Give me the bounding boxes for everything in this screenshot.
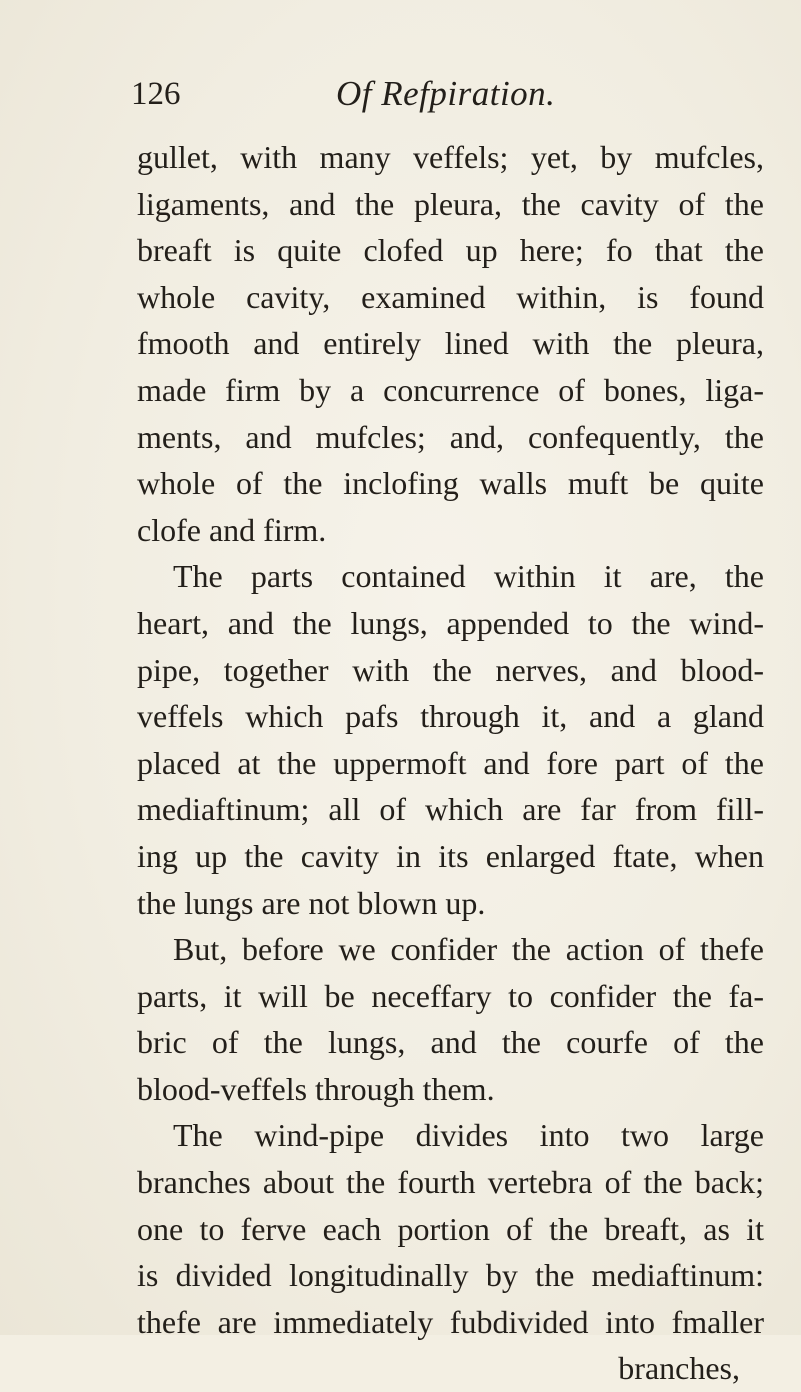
text-line: branches about the fourth vertebra of the back; <box>137 1164 764 1201</box>
text-line: made firm by a concurrence of bones, liga- <box>137 371 764 408</box>
text-line: whole of the inclofing walls muft be quite <box>137 465 764 502</box>
text-line: gullet, with many veffels; yet, by mufcles, <box>137 139 764 175</box>
text-line: The wind-pipe divides into two large <box>173 1117 764 1154</box>
text-line: parts, it will be neceffary to confider the fa- <box>137 977 764 1014</box>
text-line: ments, and mufcles; and, confequently, the <box>137 418 764 455</box>
text-line: pipe, together with the nerves, and blood- <box>137 651 764 688</box>
text-line: bric of the lungs, and the courfe of the <box>137 1024 764 1061</box>
body-text <box>137 134 764 1392</box>
text-line: ligaments, and the pleura, the cavity of the <box>137 185 764 222</box>
text-line: blood-veffels through them. <box>137 1070 495 1107</box>
text-line: mediaftinum; all of which are far from fill- <box>137 791 764 828</box>
text-line: is divided longitudinally by the mediaftinum: <box>137 1257 764 1294</box>
text-line: The parts contained within it are, the <box>173 558 764 595</box>
page-number: 126 <box>131 76 181 112</box>
text-line: veffels which pafs through it, and a gland <box>137 698 764 735</box>
text-line: one to ferve each portion of the breaft, as it <box>137 1210 764 1247</box>
text-line: heart, and the lungs, appended to the wind- <box>137 604 764 641</box>
text-line: fmooth and entirely lined with the pleura, <box>137 325 764 362</box>
text-line: breaft is quite clofed up here; fo that the <box>137 232 764 269</box>
text-line: whole cavity, examined within, is found <box>137 278 764 315</box>
catchword: branches, <box>618 1350 740 1387</box>
text-line: But, before we confider the action of thefe <box>173 931 764 968</box>
text-line: placed at the uppermoft and fore part of the <box>137 744 764 781</box>
running-head <box>131 72 751 116</box>
text-line: the lungs are not blown up. <box>137 884 486 921</box>
text-line: ing up the cavity in its enlarged ftate, when <box>137 837 764 874</box>
text-line: thefe are immediately fubdivided into fmaller <box>137 1303 764 1340</box>
text-line: clofe and firm. <box>137 511 327 548</box>
running-title: Of Refpiration. <box>336 74 556 113</box>
